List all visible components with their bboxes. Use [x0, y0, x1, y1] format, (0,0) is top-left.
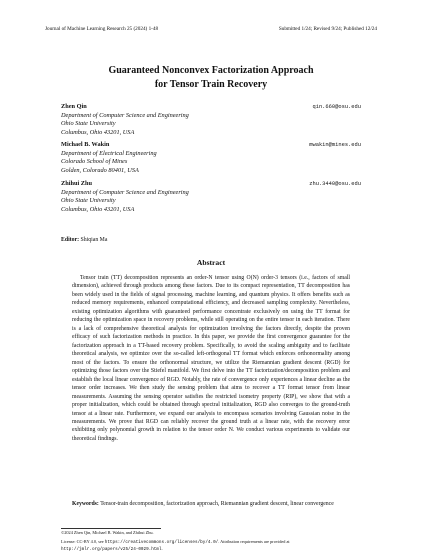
author-name: Zhihui Zhu	[61, 180, 92, 187]
author-institution: Ohio State University	[61, 120, 116, 128]
editor-label: Editor:	[61, 237, 80, 243]
author-email: zhu.3440@osu.edu	[309, 181, 361, 187]
paper-title	[0, 64, 422, 91]
footer-rule	[61, 528, 161, 529]
author-name: Michael B. Wakin	[61, 141, 110, 148]
journal-info: Journal of Machine Learning Research 25 (2024) 1-48	[45, 26, 159, 32]
keywords-label: Keywords:	[72, 501, 99, 507]
license-link[interactable]: https://creativecommons.org/licenses/by/4.0/	[104, 540, 219, 545]
author-block-2	[61, 141, 361, 175]
author-name: Zhen Qin	[61, 103, 87, 110]
author-address: Columbus, Ohio 43201, USA	[61, 128, 135, 136]
title-line-2: for Tensor Train Recovery	[154, 78, 268, 90]
keywords	[72, 500, 350, 508]
running-header	[45, 26, 377, 32]
author-institution: Ohio State University	[61, 197, 116, 205]
author-address: Columbus, Ohio 43201, USA	[61, 205, 135, 213]
author-block-1	[61, 103, 361, 137]
keywords-text: Tensor-train decomposition, factorization approach, Riemannian gradient descent, linear convergence	[100, 501, 334, 507]
abstract-heading: Abstract	[196, 258, 226, 267]
editor-name: Shiqian Ma	[80, 237, 108, 243]
editor-line	[61, 237, 107, 243]
author-department: Department of Electrical Engineering	[61, 149, 157, 157]
abstract-text: Tensor train (TT) decomposition represents an order-N tensor using O(N) order-3 tensors (i.e., factors of small dimension), achieved through products among these factors. Due to its compact representation, TT decomposition has been widely used in the fields of signal processing, machine learning, and quantum physics. It offers benefits such as reduced memory requirements, enhanced computational efficiency, and decreased sampling complexity. Nevertheless, existing optimization algorithms with guaranteed performance concentrate exclusively on using the TT format for reducing the optimization space in recovery problems, while still operating on the entire tensor in each iteration. There is a lack of comprehensive theoretical analysis for optimization involving the factors directly, despite the proven efficacy of such factorization methods in practice. In this paper, we provide the first convergence guarantee for the factorization approach in a TT-based recovery problem. Specifically, to avoid the scaling ambiguity and to facilitate theoretical analysis, we optimize over the so-called left-orthogonal TT format which enforces orthonormality among most of the factors. To ensure the orthonormal structure, we utilize the Riemannian gradient descent (RGD) for optimizing those factors over the Stiefel manifold. We first delve into the TT factorization/decomposition problem and establish the local linear convergence of RGD. Notably, the rate of convergence only experiences a linear decline as the tensor order increases. We then study the sensing problem that aims to recover a TT format tensor from linear measurements. Assuming the sensing operator satisfies the restricted isometry property (RIP), we show that with a proper initialization, which could be obtained through spectral initialization, RGD also converges to the ground-truth tensor at a linear rate. Furthermore, we expand our analysis to encompass scenarios involving Gaussian noise in the measurements. We prove that RGD can reliably recover the ground truth at a linear rate, with the recovery error exhibiting only polynomial growth in relation to the tensor order N. We conduct various experiments to validate our theoretical findings.	[72, 275, 350, 442]
title-line-1: Guaranteed Nonconvex Factorization Approach	[108, 65, 314, 76]
license-prefix: License: CC-BY 4.0, see	[61, 539, 104, 544]
copyright-notice: ©2024 Zhen Qin, Michael B. Wakin, and Zhihui Zhu.	[61, 530, 154, 535]
author-email: mwakin@mines.edu	[309, 142, 361, 148]
license-notice	[61, 539, 361, 553]
submission-dates: Submitted 1/24; Revised 9/24; Published 12/24	[278, 26, 377, 32]
license-suffix: . Attribution requirements are provided at	[218, 539, 290, 544]
author-institution: Colorado School of Mines	[61, 158, 128, 166]
license-end: .	[161, 546, 163, 551]
author-email: qin.660@osu.edu	[312, 104, 361, 110]
attribution-link[interactable]: http://jmlr.org/papers/v25/24-0029.html	[61, 547, 162, 552]
footer	[61, 530, 361, 553]
author-department: Department of Computer Science and Engineering	[61, 188, 189, 196]
author-block-3	[61, 180, 361, 214]
author-address: Golden, Colorado 80401, USA	[61, 166, 139, 174]
author-department: Department of Computer Science and Engineering	[61, 111, 189, 119]
